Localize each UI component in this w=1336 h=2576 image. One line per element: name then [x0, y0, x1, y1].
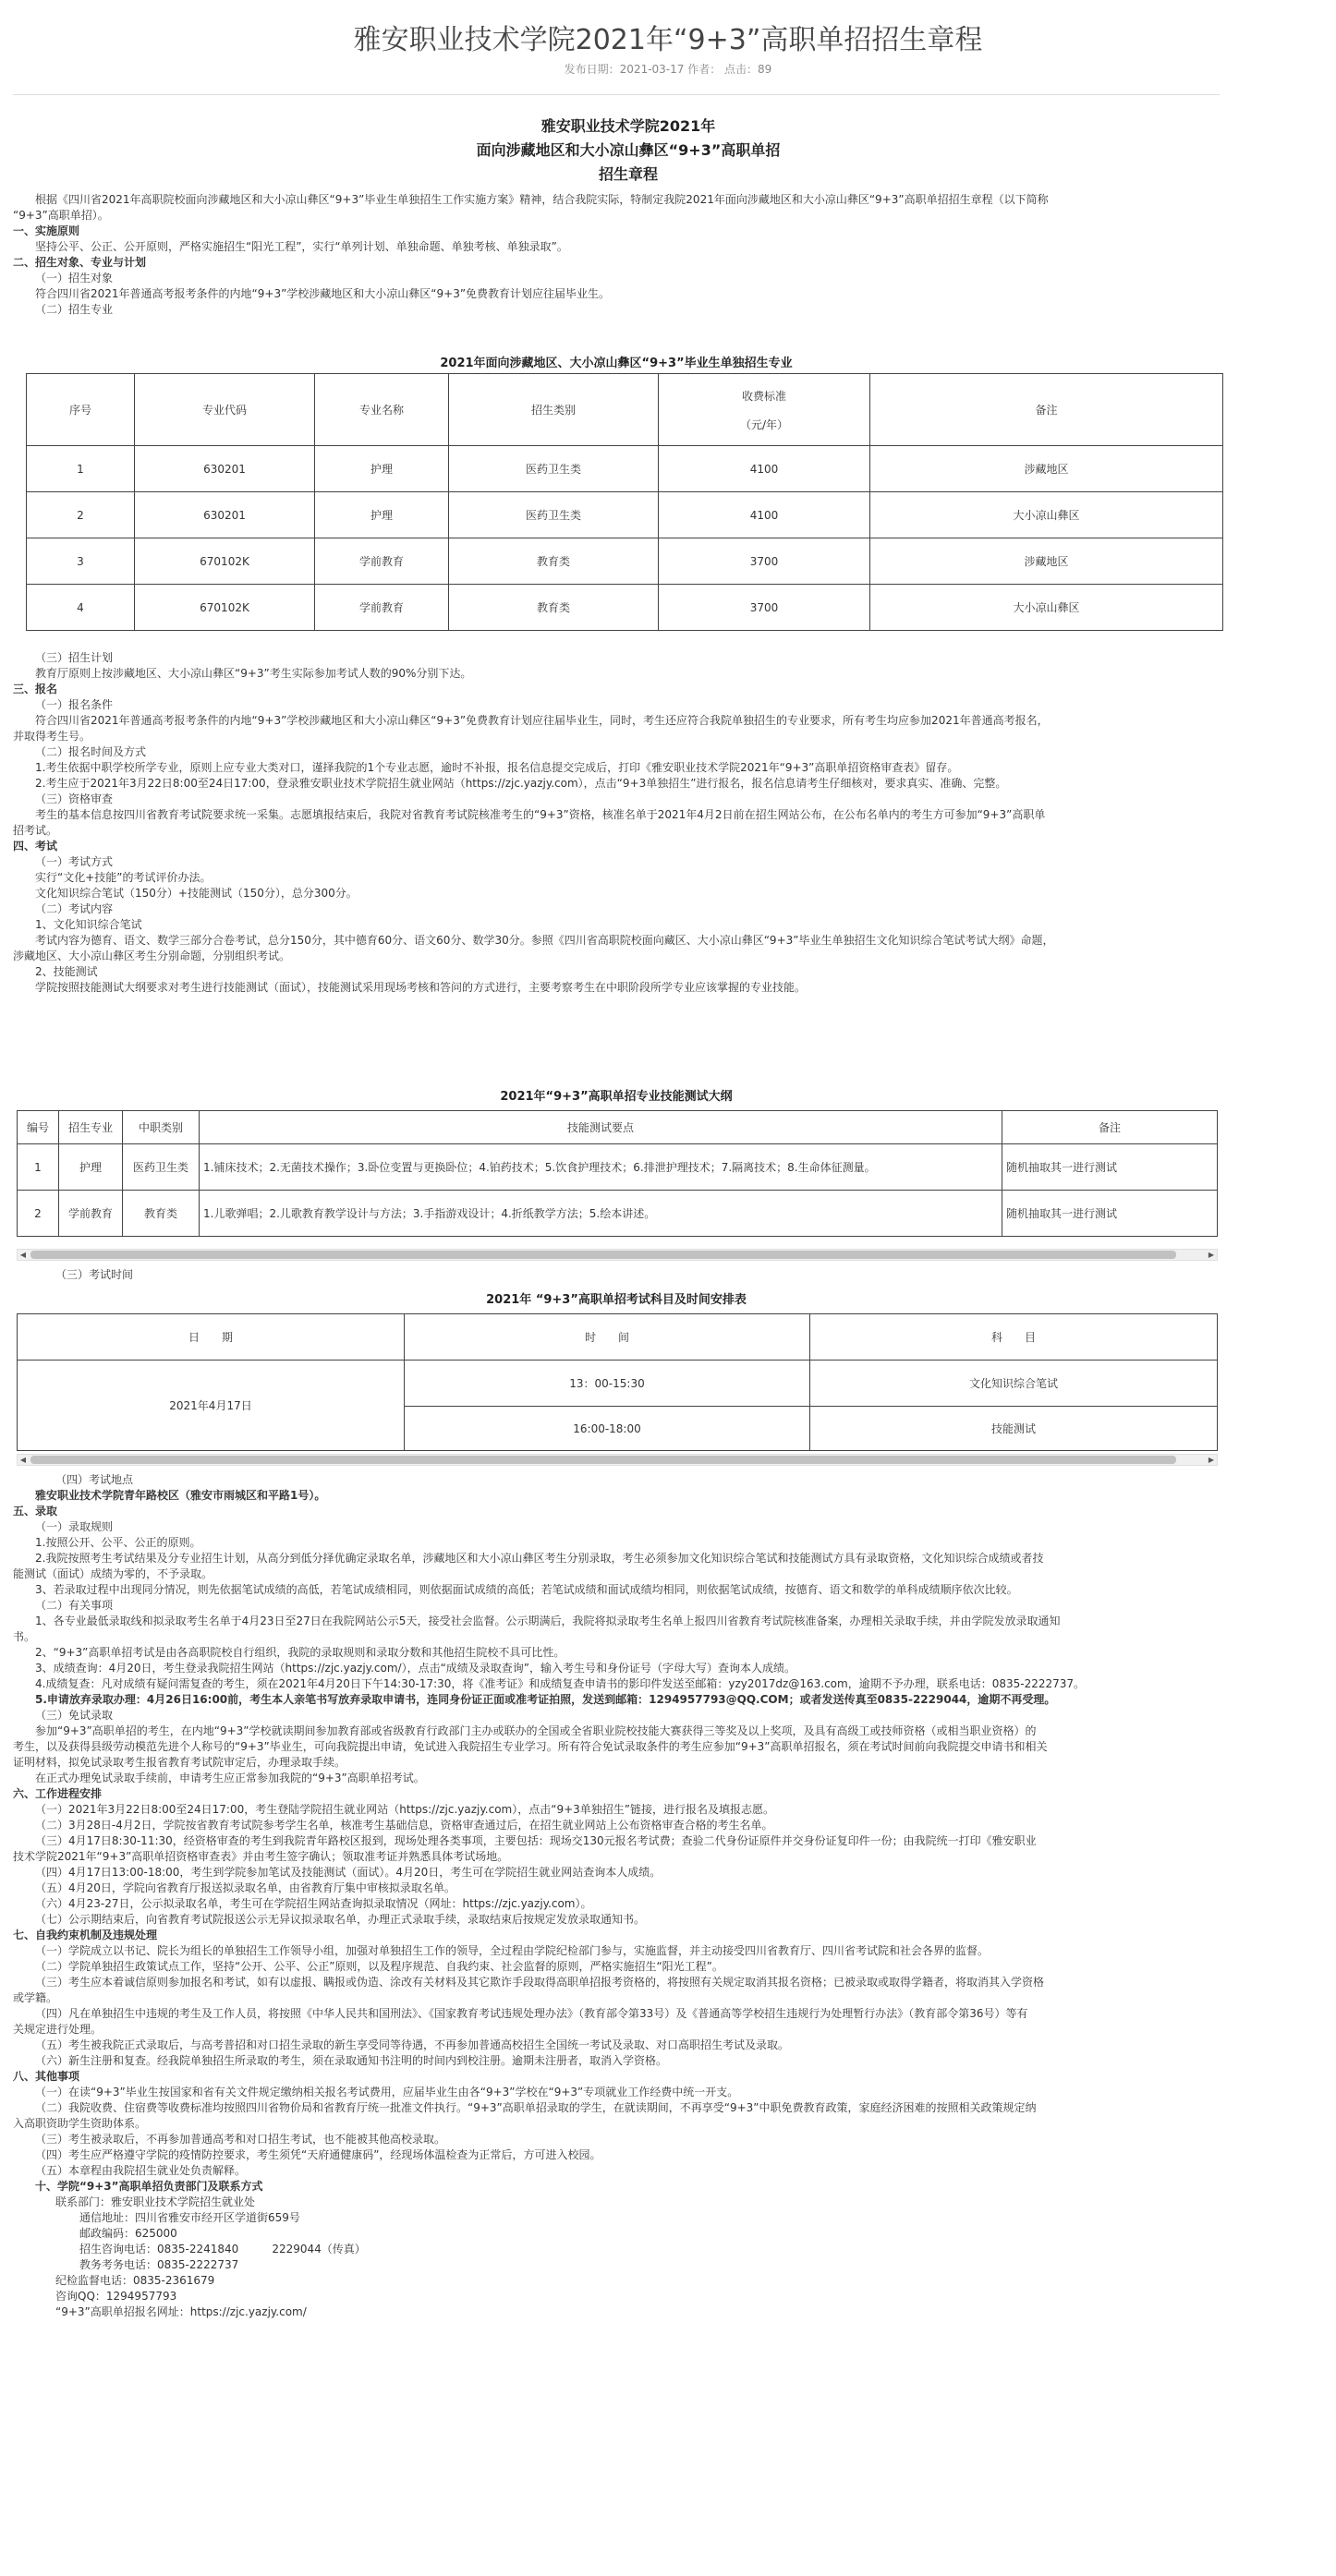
subheading: （三）考试时间 [55, 1268, 134, 1281]
paragraph: 涉藏地区、大小凉山彝区考生分别命题，分别组织考试。 [13, 949, 291, 962]
section-heading: 十、学院“9+3”高职单招负责部门及联系方式 [35, 2180, 263, 2193]
paragraph: 2.我院按照考生考试结果及分专业招生计划，从高分到低分择优确定录取名单，涉藏地区和大小凉山彝区考生分别录取，考生必须参加文化知识综合笔试和技能测试方具有录取资格，文化知识综合成绩或者技 [35, 1552, 1044, 1565]
paragraph: 文化知识综合笔试（150分）+技能测试（150分），总分300分。 [35, 887, 358, 900]
paragraph: 实行“文化+技能”的考试评价办法。 [35, 871, 212, 884]
cell-note: 随机抽取其一进行测试 [1002, 1191, 1218, 1237]
subheading: （四）考试地点 [55, 1473, 134, 1486]
table-row [27, 492, 1223, 538]
section-registration [13, 650, 1220, 996]
cell-date: 2021年4月17日 [18, 1361, 405, 1451]
paragraph: （一）在读“9+3”毕业生按国家和省有关文件规定缴纳相关报名考试费用，应届毕业生由各“9+3”学校在“9+3”专项就业工作经费中统一开支。 [35, 2086, 739, 2098]
paragraph: 入高职资助学生资助体系。 [13, 2117, 147, 2130]
paragraph: （二）我院收费、住宿费等收费标准均按照四川省物价局和省教育厅统一批准文件执行。“9+3”高职单招录取的学生，在就读期间，不再享受“9+3”中职免费教育政策，家庭经济困难的按照相关政策规定纳 [35, 2101, 1037, 2114]
paragraph: （一）2021年3月22日8:00至24日17:00，考生登陆学院招生就业网站（https://zjc.yazjy.com），点击“9+3单独招生”链接，进行报名及填报志愿。 [35, 1803, 774, 1816]
cell-time: 13：00-15:30 [405, 1361, 810, 1407]
section-heading: 二、招生对象、专业与计划 [13, 256, 147, 269]
table-header: 专业名称 [315, 374, 449, 446]
cell-category: 教育类 [449, 585, 659, 631]
cell-code: 630201 [135, 492, 315, 538]
paragraph: 证明材料，拟免试录取考生报省教育考试院审定后，办理录取手续。 [13, 1756, 346, 1769]
cell-code: 630201 [135, 446, 315, 492]
cell-major: 学前教育 [315, 585, 449, 631]
subheading: 1、文化知识综合笔试 [35, 918, 142, 931]
paragraph: （五）考生被我院正式录取后，与高考普招和对口招生录取的新生享受同等待遇，不再参加普通高校招生全国统一考试及录取、对口高职招生考试及录取。 [35, 2038, 790, 2051]
paragraph: 参加“9+3”高职单招的考生，在内地“9+3”学校就读期间参加教育部或省级教育行政部门主办或联办的全国或全省职业院校技能大赛获得三等奖及以上奖项，及具有高级工或技师资格（或相当职业资格）的 [35, 1724, 1037, 1737]
paragraph: 考生的基本信息按四川省教育考试院要求统一采集。志愿填报结束后，我院对省教育考试院核准考生的“9+3”资格，核准名单于2021年4月2日前在招生网站公布，在公布名单内的考生方可参加“9+3”高职单 [35, 808, 1046, 821]
doc-heading-line-3: 招生章程 [598, 165, 658, 183]
section-heading: 一、实施原则 [13, 224, 80, 237]
subheading: （二）有关事项 [35, 1599, 114, 1612]
doc-heading-line-1: 雅安职业技术学院2021年 [540, 117, 716, 135]
section-heading: 六、工作进程安排 [13, 1787, 103, 1800]
table-header: 序号 [27, 374, 135, 446]
contact-line: 教务考务电话：0835-2222737 [79, 2258, 239, 2271]
paragraph: 1、各专业最低录取线和拟录取考生名单于4月23日至27日在我院网站公示5天，接受社会监督。公示期满后，我院将拟录取考生名单上报四川省教育考试院核准备案，办理相关录取手续，并由学院发放录取通知 [35, 1615, 1061, 1627]
contact-line: 招生咨询电话：0835-2241840 2229044（传真） [79, 2243, 366, 2256]
cell-note: 大小凉山彝区 [870, 492, 1223, 538]
paragraph: 坚持公平、公正、公开原则，严格实施招生“阳光工程”，实行“单列计划、单独命题、单独考核、单独录取”。 [35, 240, 568, 253]
paragraph: （六）新生注册和复查。经我院单独招生所录取的考生，须在录取通知书注明的时间内到校注册。逾期未注册者，取消入学资格。 [35, 2054, 668, 2067]
subheading: （二）报名时间及方式 [35, 745, 147, 758]
cell-category: 教育类 [123, 1191, 200, 1237]
table1-title: 2021年面向涉藏地区、大小凉山彝区“9+3”毕业生单独招生专业 [440, 357, 793, 370]
table-header: 备注 [1002, 1111, 1218, 1144]
table3-horizontal-scrollbar[interactable] [17, 1454, 1218, 1466]
cell-subject: 文化知识综合笔试 [810, 1361, 1218, 1407]
cell-note: 涉藏地区 [870, 446, 1223, 492]
cell-index: 2 [27, 492, 135, 538]
scroll-thumb[interactable] [30, 1251, 1176, 1259]
paragraph: 书。 [13, 1630, 36, 1643]
paragraph: （三）考生应本着诚信原则参加报名和考试，如有以虚报、瞒报或伪造、涂改有关材料及其它欺诈手段取得高职单招报考资格的，将按照有关规定取消其报名资格；已被录取或取得学籍者，将取消其入学资格 [35, 1976, 1045, 1989]
section-heading: 四、考试 [13, 840, 58, 853]
paragraph: （四）凡在单独招生中违规的考生及工作人员，将按照《中华人民共和国刑法》、《国家教育考试违规处理办法》（教育部令第33号）及《普通高等学校招生违规行为处理暂行办法》（教育部令第36号）等有 [35, 2007, 1028, 2020]
subheading: （三）资格审查 [35, 792, 114, 805]
cell-fee: 3700 [659, 585, 870, 631]
cell-code: 670102K [135, 538, 315, 585]
cell-fee: 3700 [659, 538, 870, 585]
cell-index: 3 [27, 538, 135, 585]
paragraph: 考试内容为德育、语文、数学三部分合卷考试，总分150分，其中德育60分、语文60分、数学30分。参照《四川省高职院校面向藏区、大小凉山彝区“9+3”毕业生单独招生文化知识综合笔试考试大纲》命题， [35, 934, 1054, 947]
cell-index: 1 [27, 446, 135, 492]
paragraph: 2.考生应于2021年3月22日8:00至24日17:00，登录雅安职业技术学院招生就业网站（https://zjc.yazjy.com），点击“9+3单独招生”进行报名，报名信息请考生仔细核对，要求真实、准确、完整。 [35, 777, 1007, 790]
table-row [18, 1144, 1218, 1191]
paragraph: 3、若录取过程中出现同分情况，则先依据笔试成绩的高低，若笔试成绩相同，则依据面试成绩的高低；若笔试成绩和面试成绩均相同，则依据笔试成绩，按德育、语文和数学的单科成绩顺序依次比较。 [35, 1583, 1018, 1596]
page-title: 雅安职业技术学院2021年“9+3”高职单招招生章程 [353, 24, 983, 56]
paragraph: 雅安职业技术学院青年路校区（雅安市雨城区和平路1号）。 [35, 1489, 326, 1502]
table-header: 中职类别 [123, 1111, 200, 1144]
paragraph: 1.按照公开、公平、公正的原则。 [35, 1536, 201, 1549]
exam-time-heading [13, 1267, 1220, 1283]
schedule-table [17, 1313, 1218, 1451]
cell-category: 医药卫生类 [449, 446, 659, 492]
contact-line: 联系部门：雅安职业技术学院招生就业处 [55, 2195, 256, 2208]
section-heading: 八、其他事项 [13, 2070, 80, 2083]
cell-major: 护理 [315, 492, 449, 538]
paragraph: 3、成绩查询：4月20日，考生登录我院招生网站（https://zjc.yazjy.com/），点击“成绩及录取查询”，输入考生号和身份证号（字母大写）查询本人成绩。 [35, 1662, 796, 1675]
cell-points: 1.儿歌弹唱；2.儿歌教育教学设计与方法；3.手指游戏设计；4.折纸教学方法；5.绘本讲述。 [200, 1191, 1002, 1237]
paragraph: （四）考生应严格遵守学院的疫情防控要求，考生须凭“天府通健康码”，经现场体温检查为正常后，方可进入校园。 [35, 2148, 601, 2161]
paragraph: 招考试。 [13, 824, 58, 837]
paragraph: 符合四川省2021年普通高考报考条件的内地“9+3”学校涉藏地区和大小凉山彝区“9+3”免费教育计划应往届毕业生，同时，考生还应符合我院单独招生的专业要求，所有考生均应参加2021年普通高考报名， [35, 714, 1049, 727]
cell-fee: 4100 [659, 446, 870, 492]
cell-time: 16:00-18:00 [405, 1407, 810, 1451]
subheading: （二）考试内容 [35, 902, 114, 915]
table-header: 日 期 [18, 1314, 405, 1361]
paragraph: （三）4月17日8:30-11:30，经资格审查的考生到我院青年路校区报到，现场处理各类事项，主要包括：现场交130元报名考试费；查验二代身份证原件并交身份证复印件一份；由我院统一打印《雅安职业 [35, 1834, 1037, 1847]
cell-major: 护理 [59, 1144, 123, 1191]
cell-note: 随机抽取其一进行测试 [1002, 1144, 1218, 1191]
cell-code: 670102K [135, 585, 315, 631]
paragraph: 1.考生依据中职学校所学专业，原则上应专业大类对口，谨择我院的1个专业志愿，逾时不补报，报名信息提交完成后，打印《雅安职业技术学院2021年“9+3”高职单招资格审查表》留存。 [35, 761, 959, 774]
cell-note: 大小凉山彝区 [870, 585, 1223, 631]
table2-horizontal-scrollbar[interactable] [17, 1249, 1218, 1261]
cell-note: 涉藏地区 [870, 538, 1223, 585]
paragraph: 4.成绩复查：凡对成绩有疑问需复查的考生，须在2021年4月20日下午14:30-17:30，将《准考证》和成绩复查申请书的影印件发送至邮箱：yzy2017dz@163.com，逾期不予办理，联系电话：0835-2222737。 [35, 1677, 1086, 1690]
table-header: 招生专业 [59, 1111, 123, 1144]
paragraph: 或学籍。 [13, 1991, 58, 2004]
contact-line: 咨询QQ：1294957793 [55, 2290, 177, 2303]
intro-line: “9+3”高职单招）。 [13, 209, 109, 222]
table-header: 科 目 [810, 1314, 1218, 1361]
scroll-right-icon[interactable]: ▶ [1208, 1251, 1215, 1259]
subheading: （三）免试录取 [35, 1709, 114, 1722]
paragraph: 教育厅原则上按涉藏地区、大小凉山彝区“9+3”考生实际参加考试人数的90%分别下达。 [35, 667, 472, 680]
cell-index: 2 [18, 1191, 59, 1237]
title-divider [13, 94, 1220, 95]
table-header: 专业代码 [135, 374, 315, 446]
scroll-left-icon[interactable]: ◀ [19, 1456, 27, 1464]
paragraph: （五）本章程由我院招生就业处负责解释。 [35, 2164, 247, 2177]
table-header: 备注 [870, 374, 1223, 446]
table-row [18, 1361, 1218, 1407]
subheading: （一）报名条件 [35, 698, 114, 711]
table-header: 招生类别 [449, 374, 659, 446]
subheading: 2、技能测试 [35, 965, 98, 978]
fee-unit: （元/年） [739, 417, 789, 431]
paragraph: （二）学院单独招生政策试点工作，坚持“公开、公平、公正”原则，以及程序规范、自我约束、社会监督的原则，严格实施招生“阳光工程”。 [35, 1960, 723, 1973]
cell-subject: 技能测试 [810, 1407, 1218, 1451]
subheading: （二）招生专业 [35, 303, 114, 316]
contact-line: 邮政编码：625000 [79, 2227, 177, 2240]
section-intro [13, 192, 1220, 318]
paragraph: 技术学院2021年“9+3”高职单招资格审查表》并由考生签字确认；领取准考证并熟悉具体考试场地。 [13, 1850, 509, 1863]
paragraph: 5.申请放弃录取办理：4月26日16:00前，考生本人亲笔书写放弃录取申请书，连同身份证正面或准考证拍照，发送到邮箱：1294957793@QQ.COM；或者发送传真至0835-2229044，逾期不再受理。 [35, 1693, 1056, 1706]
subheading: （一）考试方式 [35, 855, 114, 868]
subheading: （一）招生对象 [35, 272, 114, 284]
cell-index: 1 [18, 1144, 59, 1191]
intro-line: 根据《四川省2021年高职院校面向涉藏地区和大小凉山彝区“9+3”毕业生单独招生工作实施方案》精神，结合我院实际，特制定我院2021年面向涉藏地区和大小凉山彝区“9+3”高职单招招生章程（以下简称 [35, 193, 1049, 206]
paragraph: （七）公示期结束后，向省教育考试院报送公示无异议拟录取名单，办理正式录取手续，录取结束后按规定发放录取通知书。 [35, 1913, 646, 1926]
subheading: （三）招生计划 [35, 651, 114, 664]
cell-category: 医药卫生类 [449, 492, 659, 538]
table-header [659, 374, 870, 446]
paragraph: 符合四川省2021年普通高考报考条件的内地“9+3”学校涉藏地区和大小凉山彝区“9+3”免费教育计划应往届毕业生。 [35, 287, 611, 300]
paragraph: （一）学院成立以书记、院长为组长的单独招生工作领导小组，加强对单独招生工作的领导，全过程由学院纪检部门参与，实施监督，并主动接受四川省教育厅、四川省考试院和社会各界的监督。 [35, 1944, 990, 1957]
cell-index: 4 [27, 585, 135, 631]
subheading: （一）录取规则 [35, 1520, 114, 1533]
paragraph: （五）4月20日，学院向省教育厅报送拟录取名单，由省教育厅集中审核拟录取名单。 [35, 1881, 455, 1894]
paragraph: 考生，以及获得县级劳动模范先进个人称号的“9+3”毕业生，可向我院提出申请，免试进入我院招生专业学习。所有符合免试录取条件的考生应参加“9+3”高职单招报名，须在考试时间前向我院提交申请书和相关 [13, 1740, 1048, 1753]
article-meta: 发布日期：2021-03-17 作者： 点击：89 [564, 63, 772, 76]
paragraph: （六）4月23-27日，公示拟录取名单，考生可在学院招生网站查询拟录取情况（网址：https://zjc.yazjy.com）。 [35, 1897, 592, 1910]
cell-major: 学前教育 [59, 1191, 123, 1237]
table3-title: 2021年 “9+3”高职单招考试科目及时间安排表 [486, 1293, 747, 1307]
table-row [27, 585, 1223, 631]
section-heading: 三、报名 [13, 683, 58, 695]
paragraph: 能测试（面试）成绩为零的，不予录取。 [13, 1567, 213, 1580]
cell-major: 学前教育 [315, 538, 449, 585]
scroll-left-icon[interactable]: ◀ [19, 1251, 27, 1259]
paragraph: （四）4月17日13:00-18:00，考生到学院参加笔试及技能测试（面试）。4月20日，考生可在学院招生就业网站查询本人成绩。 [35, 1866, 662, 1879]
cell-category: 医药卫生类 [123, 1144, 200, 1191]
table-header: 时 间 [405, 1314, 810, 1361]
paragraph: 关规定进行处理。 [13, 2023, 103, 2036]
cell-category: 教育类 [449, 538, 659, 585]
contact-line: 纪检监督电话：0835-2361679 [55, 2274, 215, 2287]
table-row [27, 538, 1223, 585]
paragraph: （三）考生被录取后，不再参加普通高考和对口招生考试，也不能被其他高校录取。 [35, 2133, 446, 2146]
fee-label: 收费标准 [741, 389, 786, 403]
table2-title: 2021年“9+3”高职单招专业技能测试大纲 [500, 1090, 733, 1104]
table-row [27, 446, 1223, 492]
paragraph: 2、“9+3”高职单招考试是由各高职院校自行组织，我院的录取规则和录取分数和其他招生院校不具可比性。 [35, 1646, 565, 1659]
doc-heading-line-2: 面向涉藏地区和大小凉山彝区“9+3”高职单招 [476, 141, 781, 159]
registration-url-link[interactable]: “9+3”高职单招报名网址：https://zjc.yazjy.com/ [55, 2305, 307, 2318]
table-row [18, 1191, 1218, 1237]
paragraph: 学院按照技能测试大纲要求对考生进行技能测试（面试），技能测试采用现场考核和答问的方式进行，主要考察考生在中职阶段所学专业应该掌握的专业技能。 [35, 981, 807, 994]
section-admission [13, 1472, 1220, 2320]
table-header: 编号 [18, 1111, 59, 1144]
cell-fee: 4100 [659, 492, 870, 538]
section-heading: 五、录取 [13, 1505, 58, 1518]
table-header: 技能测试要点 [200, 1111, 1002, 1144]
majors-table [26, 373, 1223, 631]
paragraph: （二）3月28日-4月2日，学院按省教育考试院参考学生名单，核准考生基础信息，资格审查通过后，在招生就业网站上公布资格审查合格的考生名单。 [35, 1819, 773, 1832]
cell-points: 1.铺床技术；2.无菌技术操作；3.卧位变置与更换卧位；4.铂药技术；5.饮食护理技术；6.排泄护理技术；7.隔离技术；8.生命体征测量。 [200, 1144, 1002, 1191]
section-heading: 七、自我约束机制及违规处理 [13, 1929, 158, 1941]
cell-major: 护理 [315, 446, 449, 492]
scroll-right-icon[interactable]: ▶ [1208, 1456, 1215, 1464]
paragraph: 并取得考生号。 [13, 730, 91, 743]
scroll-thumb[interactable] [30, 1456, 1176, 1464]
contact-line: 通信地址：四川省雅安市经开区学道街659号 [79, 2211, 300, 2224]
skills-table [17, 1110, 1218, 1237]
paragraph: 在正式办理免试录取手续前，申请考生应正常参加我院的“9+3”高职单招考试。 [35, 1772, 425, 1784]
